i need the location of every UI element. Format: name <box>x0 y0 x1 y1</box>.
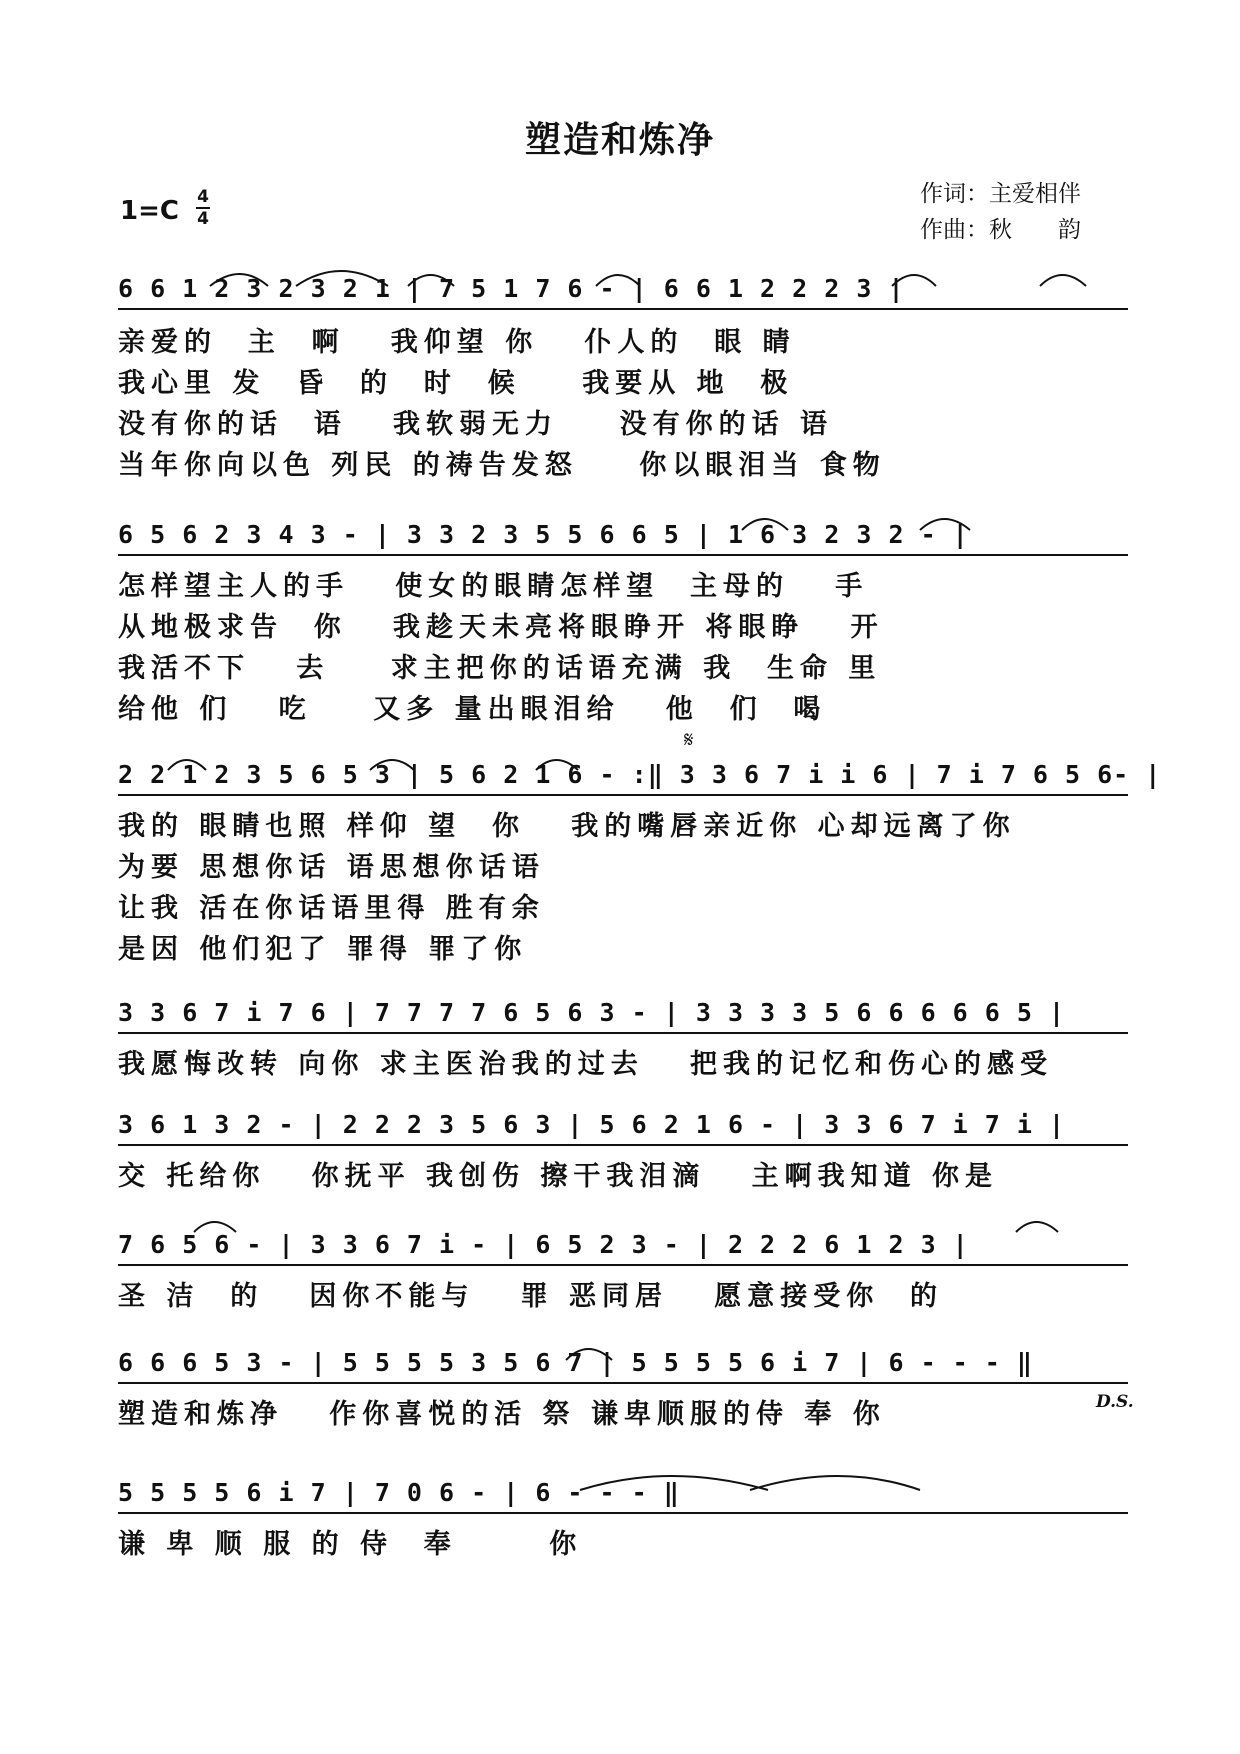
slur <box>1040 275 1086 286</box>
lyric-line: 我愿悔改转 向你 求主医治我的过去 把我的记忆和伤心的感受 <box>118 1049 1053 1080</box>
notes: 3 6 1 3 2 - | 2 2 2 3 5 6 3 | 5 6 2 1 6 - | 3 3 6 7 i 7 i | <box>118 1110 1066 1139</box>
notes: 6 5 6 2 3 4 3 - | 3 3 2 3 5 5 6 6 5 | 1 6 3 2 3 2 - | <box>118 520 969 549</box>
lyric-line: 怎样望主人的手 使女的眼睛怎样望 主母的 手 <box>118 571 869 602</box>
slur <box>580 1476 768 1490</box>
notes: 6 6 1 2 3 2 3 2 1 | 7 5 1 7 6 - | 6 6 1 2 2 2 3 | <box>118 274 905 303</box>
segno-sign: 𝄋 <box>684 728 694 753</box>
slur <box>1016 1222 1058 1232</box>
time-top: 4 <box>197 187 209 207</box>
notes: 5 5 5 5 6 i 7 | 7 0 6 - | 6 - - - ‖ <box>118 1478 680 1507</box>
page-title: 塑造和炼净 <box>524 120 715 161</box>
slur <box>742 519 788 530</box>
lyric-line: 给他 们 吃 又多 量出眼泪给 他 们 喝 <box>118 694 827 725</box>
notes: 3 3 6 7 i 7 6 | 7 7 7 7 6 5 6 3 - | 3 3 3 3 5 6 6 6 6 6 5 | <box>118 998 1066 1027</box>
lyric-line: 我活不下 去 求主把你的话语充满 我 生命 里 <box>118 653 882 684</box>
slur <box>750 1476 920 1490</box>
slur <box>566 1349 612 1360</box>
time-bottom: 4 <box>197 209 209 229</box>
lyric-line: 圣 洁 的 因你不能与 罪 恶同居 愿意接受你 的 <box>118 1281 943 1312</box>
slur <box>536 760 578 770</box>
notes: 6 6 6 5 3 - | 5 5 5 5 3 5 6 7 | 5 5 5 5 6 i 7 | 6 - - - ‖ <box>118 1348 1033 1377</box>
lyric-line: 为要 思想你话 语思想你话语 <box>118 852 545 883</box>
lyric-line: 我的 眼睛也照 样仰 望 你 我的嘴唇亲近你 心却远离了你 <box>118 811 1016 842</box>
slur <box>920 519 970 530</box>
notes: 2 2 1 2 3 5 6 5 3 | 5 6 2 1 6 - :‖ 3 3 6 7 i i 6 | 7 i 7 6 5 6- | <box>118 760 1162 789</box>
slur <box>210 274 268 286</box>
lyric-line: 交 托给你 你抚平 我创伤 擦干我泪滴 主啊我知道 你是 <box>118 1161 998 1192</box>
slur <box>892 275 936 286</box>
lyric-line: 是因 他们犯了 罪得 罪了你 <box>118 934 528 965</box>
lyricist: 作词：主爱相伴 <box>920 181 1081 207</box>
notes: 7 6 5 6 - | 3 3 6 7 i - | 6 5 2 3 - | 2 2 2 6 1 2 3 | <box>118 1230 969 1259</box>
slur <box>596 275 640 286</box>
lyric-line: 没有你的话 语 我软弱无力 没有你的话 语 <box>118 409 833 440</box>
slur <box>370 760 414 770</box>
key-signature: 1=C <box>120 196 179 226</box>
lyric-line: 当年你向以色 列民 的祷告发怒 你以眼泪当 食物 <box>118 450 886 481</box>
ds-mark: D.S. <box>1096 1392 1134 1412</box>
slur <box>168 760 206 770</box>
lyric-line: 让我 活在你话语里得 胜有余 <box>118 893 545 924</box>
lyric-line: 谦 卑 顺 服 的 侍 奉 你 <box>118 1529 583 1560</box>
slur <box>296 271 388 286</box>
slur <box>194 1222 236 1232</box>
lyric-line: 塑造和炼净 作你喜悦的活 祭 谦卑顺服的侍 奉 你 <box>118 1399 886 1430</box>
composer: 作曲：秋 韵 <box>920 217 1081 243</box>
lyric-line: 我心里 发 昏 的 时 候 我要从 地 极 <box>118 368 794 399</box>
lyric-line: 亲爱的 主 啊 我仰望 你 仆人的 眼 睛 <box>118 327 796 358</box>
lyric-line: 从地极求告 你 我趁天未亮将眼睁开 将眼睁 开 <box>118 612 884 643</box>
slur <box>408 275 454 286</box>
